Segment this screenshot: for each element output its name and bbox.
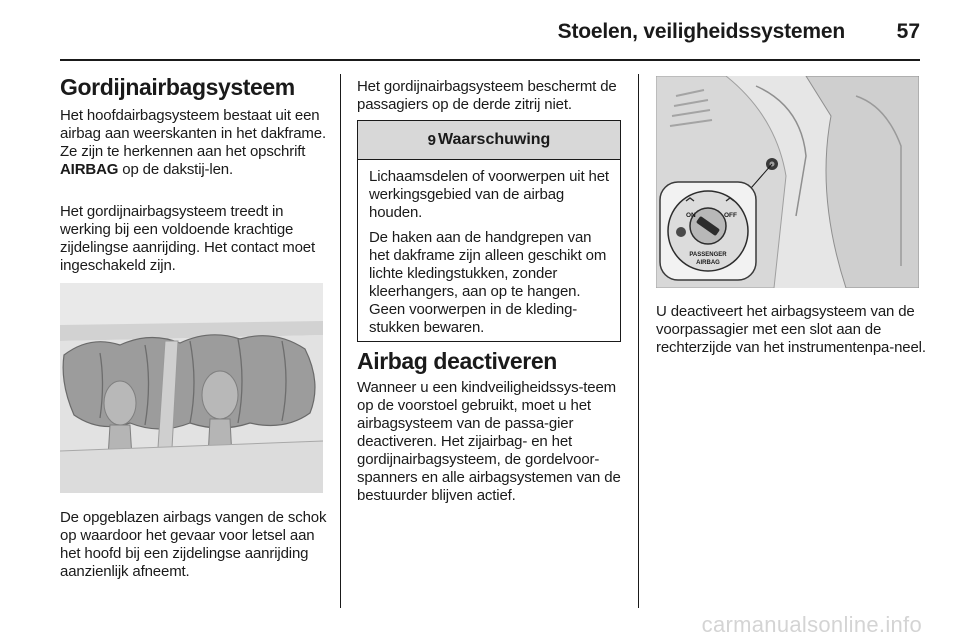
- site-watermark: carmanualsonline.info: [701, 612, 922, 637]
- warning-title: Waarschuwing: [438, 131, 551, 148]
- airbag-switch-illustration: [656, 76, 919, 288]
- switch-on-label: ON: [686, 212, 696, 219]
- paragraph-airbag-location: [60, 107, 328, 179]
- figure-caption-curtain-airbag: De opgeblazen airbags vangen de schok op waardoor het gevaar voor letsel aan het hoofd bij een zijdelingse aanrijding aanzienlijk afneemt.: [60, 509, 327, 580]
- warning-box: [357, 120, 621, 342]
- warning-paragraph: De haken aan de handgrepen van het dakframe zijn alleen geschikt om lichte kledingstukken, zonder kleerhangers, aan op te hangen. Geen voorwerpen in de kleding-stukken bewaren.: [369, 229, 607, 336]
- page-number: 57: [896, 20, 920, 43]
- airbag-label-text: AIRBAG: [60, 161, 119, 178]
- airbag-key-switch-drawing: [656, 76, 919, 288]
- warning-header: [358, 121, 620, 160]
- switch-airbag-label: AIRBAG: [696, 260, 720, 266]
- section-heading-curtain-airbag: Gordijnairbagsysteem: [60, 74, 295, 100]
- warning-paragraph: Lichaamsdelen of voorwerpen uit het werkingsgebied van de airbag houden.: [369, 168, 609, 221]
- paragraph-third-row-note: Het gordijnairbagsysteem beschermt de passagiers op de derde zitrij niet.: [357, 78, 617, 113]
- figure-caption-airbag-switch: U deactiveert het airbagsysteem van de voorpassagier met een slot aan de rechterzijde van het instrumentenpa-neel.: [656, 303, 926, 356]
- column-divider-right: [638, 74, 639, 608]
- paragraph-airbag-deployment: Het gordijnairbagsysteem treedt in werking bij een voldoende krachtige zijdelingse aanrijding. Het contact moet ingeschakeld zijn.: [60, 203, 315, 274]
- paragraph-text: Het hoofdairbagsysteem bestaat uit een airbag aan weerskanten in het dakframe. Ze zijn te herkennen aan het opschrift: [60, 107, 326, 160]
- paragraph-deactivation-instructions: Wanneer u een kindveiligheidssys-teem op de voorstoel gebruikt, moet u het airbagsysteem van de passa-gier deactiveren. Het zijairbag- en het gordijnairbagsysteem, de gordelvoor-spanners en alle airbagsystemen van de bestuurder blijven actief.: [357, 379, 621, 504]
- curtain-airbag-illustration: [60, 283, 323, 493]
- switch-off-label: OFF: [724, 212, 737, 219]
- section-heading-deactivate-airbag: Airbag deactiveren: [357, 348, 557, 374]
- warning-icon: 9: [427, 131, 437, 149]
- paragraph-text: op de dakstij-len.: [118, 161, 233, 178]
- switch-passenger-label: PASSENGER: [689, 252, 727, 258]
- curtain-airbag-drawing: [60, 283, 323, 493]
- column-divider-left: [340, 74, 341, 608]
- header-divider: [60, 59, 920, 61]
- warning-body: [358, 160, 620, 337]
- page-header-title: Stoelen, veiligheidssystemen: [557, 20, 845, 43]
